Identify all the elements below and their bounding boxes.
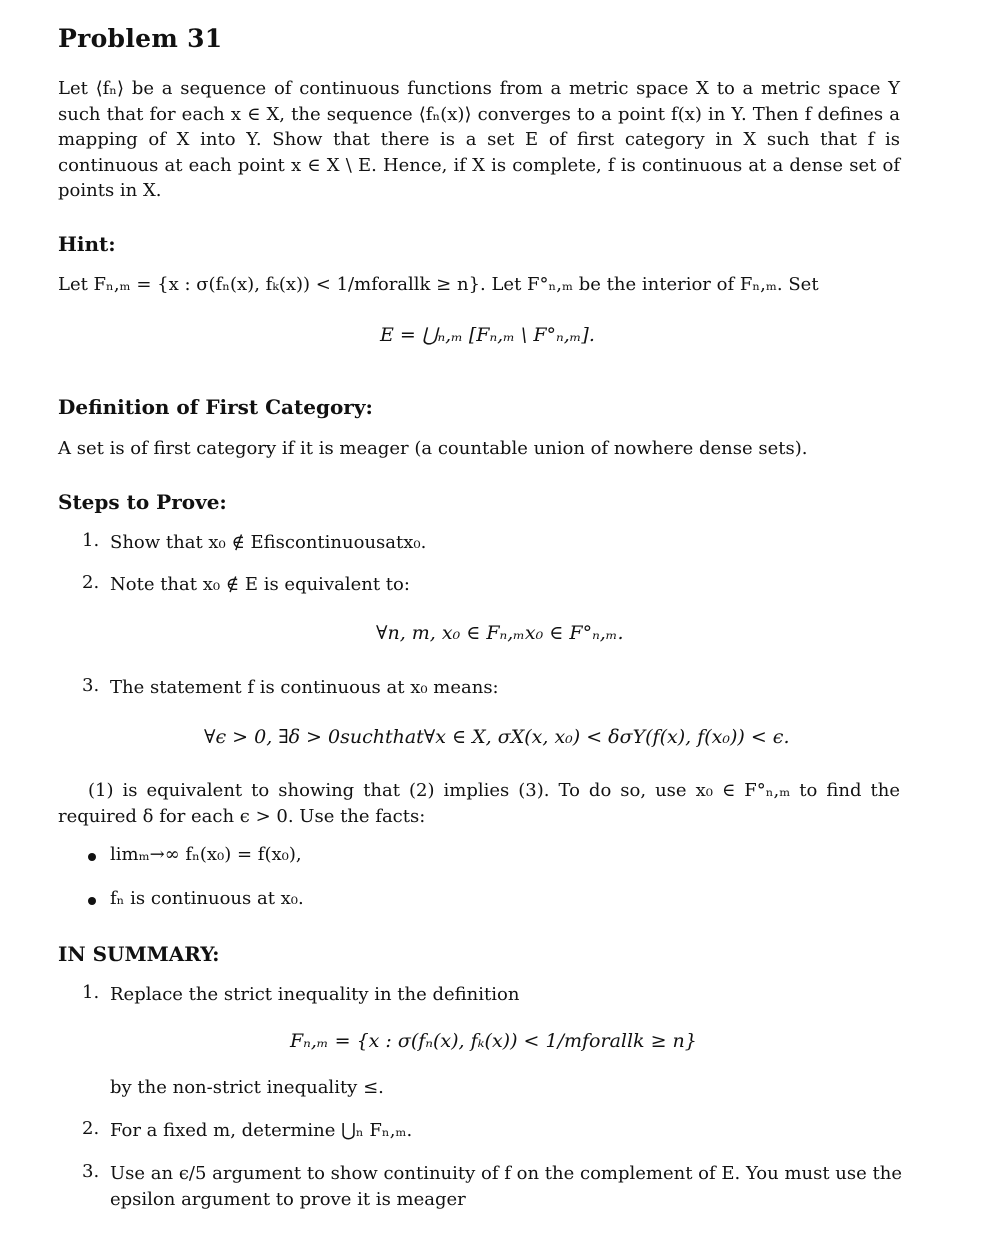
step-3-text: The statement f is continuous at x₀ means: [110,677,499,698]
hint-text: Let Fₙ,ₘ = {x : σ(fₙ(x), fₖ(x)) < 1/mforallk ≥ n}. Let F°ₙ,ₘ be the interior of Fₙ,ₘ. Set [58,274,819,295]
problem-title: Problem 31 [58,24,223,53]
step-2-formula: ∀n, m, x₀ ∈ Fₙ,ₘx₀ ∈ F°ₙ,ₘ. [376,622,624,644]
summary-heading: IN SUMMARY: [58,942,220,966]
step-2-text: Note that x₀ ∉ E is equivalent to: [110,574,410,595]
definition-text: A set is of first category if it is meager (a countable union of nowhere dense sets). [58,438,808,459]
hint-heading: Hint: [58,232,116,256]
steps-followup: (1) is equivalent to showing that (2) implies (3). To do so, use x₀ ∈ F°ₙ,ₘ to find the required δ for each ϵ > 0. Use the facts: [58,780,900,827]
summary-1-formula: Fₙ,ₘ = {x : σ(fₙ(x), fₖ(x)) < 1/mforallk ≥ n} [290,1030,697,1052]
definition-heading: Definition of First Category: [58,395,373,419]
bullet-1-dot [88,853,96,861]
step-3-formula: ∀ϵ > 0, ∃δ > 0suchthat∀x ∈ X, σX(x, x₀) < δσY(f(x), f(x₀)) < ϵ. [204,726,790,748]
summary-2-number: 2. [82,1118,100,1139]
bullet-1-text: limₘ→∞ fₙ(x₀) = f(x₀), [110,844,302,865]
step-3-number: 3. [82,675,100,696]
bullet-2-text: fₙ is continuous at x₀. [110,888,304,909]
problem-statement: Let ⟨fₙ⟩ be a sequence of continuous functions from a metric space X to a metric space Y such that for each x ∈ X, the sequence ⟨fₙ(x)⟩ converges to a point f(x) in Y. Then f defines a mapping of X into Y. Show that there is a set E of first category in X such that f is continuous at each point x ∈ X \ E. Hence, if X is complete, f is continuous at a dense set of points in X. [58,78,900,202]
hint-formula: E = ⋃ₙ,ₘ [Fₙ,ₘ \ F°ₙ,ₘ]. [380,324,595,346]
summary-3-number: 3. [82,1161,100,1182]
summary-3-text: Use an ϵ/5 argument to show continuity of f on the complement of E. You must use the epsilon argument to prove it is meager [110,1163,902,1210]
summary-2-text: For a fixed m, determine ⋃ₙ Fₙ,ₘ. [110,1120,413,1141]
summary-1-after-text: by the non-strict inequality ≤. [110,1077,384,1098]
step-1-text: Show that x₀ ∉ Efiscontinuousatx₀. [110,532,427,553]
step-2-number: 2. [82,572,100,593]
steps-heading: Steps to Prove: [58,490,227,514]
summary-1-text: Replace the strict inequality in the definition [110,984,520,1005]
summary-1-number: 1. [82,982,100,1003]
step-1-number: 1. [82,530,100,551]
bullet-2-dot [88,897,96,905]
